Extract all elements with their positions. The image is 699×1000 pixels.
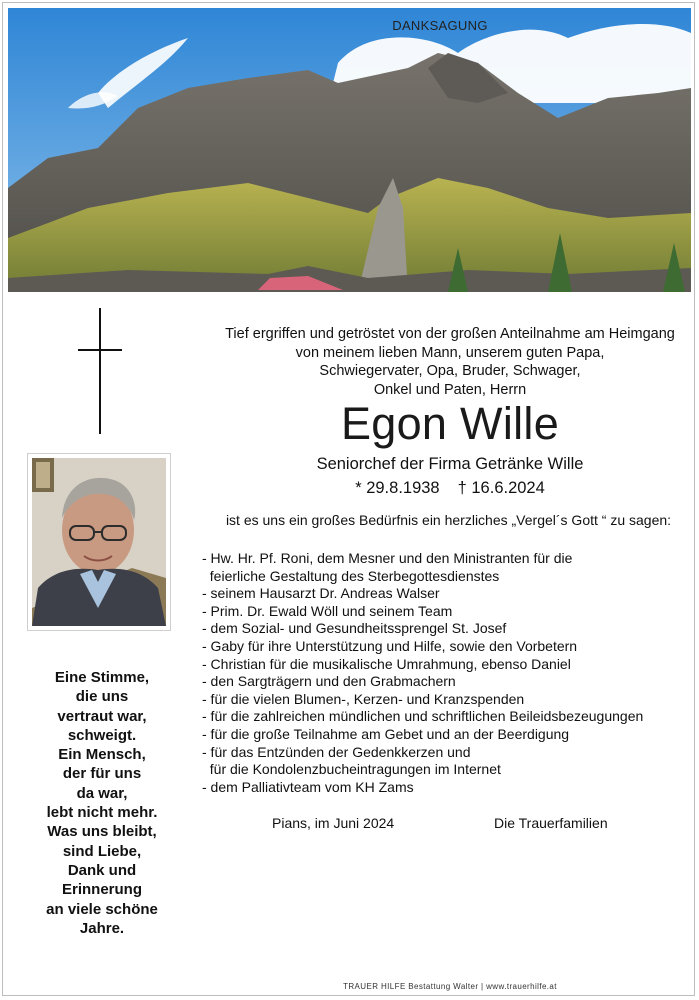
poem-line: Ein Mensch,: [58, 746, 146, 764]
poem-line: der für uns: [62, 765, 142, 783]
list-item: - dem Palliativteam vom KH Zams: [202, 778, 414, 795]
memorial-poem: [22, 668, 182, 938]
deceased-subtitle: Seniorchef der Firma Getränke Wille: [316, 455, 584, 473]
mountain-photo: [8, 8, 691, 292]
list-item: - Hw. Hr. Pf. Roni, dem Mesner und den Ministranten für die: [202, 550, 573, 566]
list-item: - für die vielen Blumen-, Kerzen- und Kranzspenden: [202, 690, 525, 707]
poem-line: vertraut war,: [57, 707, 147, 725]
poem-line: Was uns bleibt,: [47, 823, 157, 841]
poem-line: sind Liebe,: [62, 842, 142, 860]
list-item: feierliche Gestaltung des Sterbegottesdienstes: [202, 567, 500, 584]
cross-icon: [78, 308, 122, 434]
poem-line: an viele schöne: [46, 900, 158, 918]
poem-line: Jahre.: [79, 919, 125, 937]
list-item: - Prim. Dr. Ewald Wöll und seinem Team: [202, 602, 453, 619]
life-dates: [200, 478, 699, 498]
thanks-intro: ist es uns ein großes Bedürfnis ein herzliches „Vergel´s Gott “ zu sagen:: [225, 512, 672, 528]
list-item: - dem Sozial- und Gesundheitssprengel St. Josef: [202, 620, 507, 637]
list-item: für die Kondolenzbucheintragungen im Internet: [202, 761, 501, 778]
page-title: DANKSAGUNG: [392, 18, 488, 33]
portrait-photo: [27, 453, 171, 631]
deceased-name: Egon Wille: [340, 398, 560, 449]
list-item: - für die große Teilnahme am Gebet und an der Beerdigung: [202, 725, 570, 742]
poem-line: schweigt.: [67, 726, 137, 744]
poem-line: lebt nicht mehr.: [46, 804, 158, 822]
intro-text: [200, 325, 699, 399]
intro-line: Tief ergriffen und getröstet von der großen Anteilnahme am Heimgang: [225, 326, 675, 342]
birth-date: * 29.8.1938: [355, 479, 440, 497]
signature-families: Die Trauerfamilien: [494, 815, 608, 831]
poem-line: die uns: [75, 688, 129, 706]
poem-line: Dank und: [67, 861, 137, 879]
list-item: - Gaby für ihre Unterstützung und Hilfe, sowie den Vorbetern: [202, 637, 578, 654]
poem-line: da war,: [76, 784, 128, 802]
intro-line: Schwiegervater, Opa, Bruder, Schwager,: [319, 363, 581, 379]
place-date: Pians, im Juni 2024: [272, 815, 395, 831]
thanks-list: [202, 550, 697, 796]
poem-line: Eine Stimme,: [54, 669, 150, 686]
death-date: † 16.6.2024: [457, 479, 545, 497]
list-item: - den Sargträgern und den Grabmachern: [202, 673, 456, 690]
list-item: - für die zahlreichen mündlichen und schriftlichen Beileidsbezeugungen: [202, 708, 644, 725]
intro-line: Onkel und Paten, Herrn: [373, 381, 527, 398]
poem-line: Erinnerung: [61, 881, 142, 899]
list-item: - für das Entzünden der Gedenkkerzen und: [202, 743, 471, 760]
list-item: - seinem Hausarzt Dr. Andreas Walser: [202, 585, 440, 602]
intro-line: von meinem lieben Mann, unserem guten Papa,: [295, 344, 605, 361]
list-item: - Christian für die musikalische Umrahmung, ebenso Daniel: [202, 655, 571, 672]
footer-credit: TRAUER HILFE Bestattung Walter | www.trauerhilfe.at: [343, 982, 557, 991]
